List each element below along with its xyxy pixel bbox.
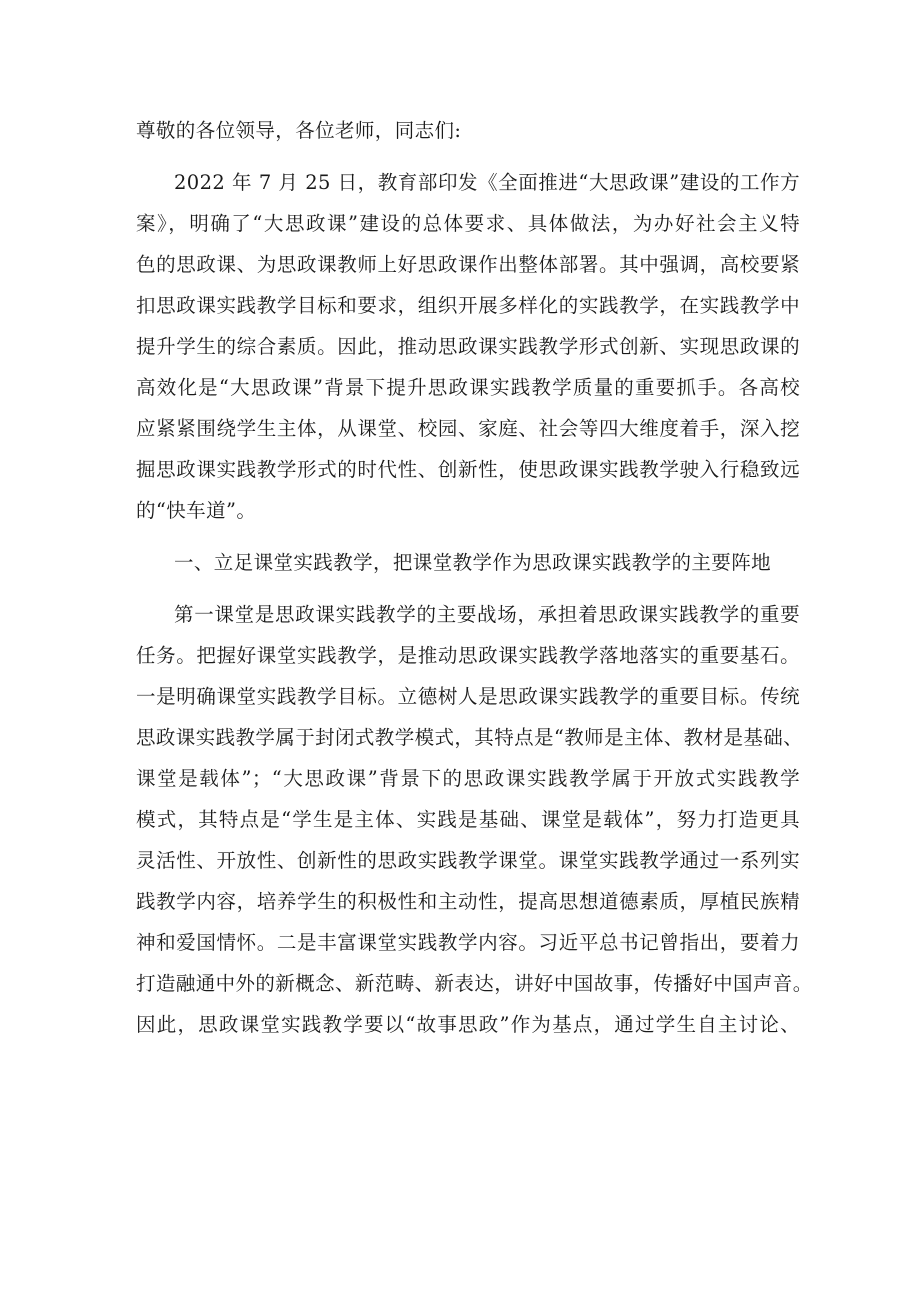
paragraph-line: 应紧紧围绕学生主体，从课堂、校园、家庭、社会等四大维度着手，深入挖 <box>136 417 800 440</box>
paragraph-line: 2022 年 7 月 25 日，教育部印发《全面推进“大思政课”建设的工作方 <box>174 171 800 194</box>
paragraph-line: 因此，思政课堂实践教学要以“故事思政”作为基点，通过学生自主讨论、 <box>136 1013 800 1036</box>
paragraph-line: 任务。把握好课堂实践教学，是推动思政课实践教学落地落实的重要基石。 <box>136 644 800 667</box>
paragraph-line: 第一课堂是思政课实践教学的主要战场，承担着思政课实践教学的重要 <box>174 603 800 626</box>
paragraph-line: 扣思政课实践教学目标和要求，组织开展多样化的实践教学，在实践教学中 <box>136 294 800 317</box>
salutation: 尊敬的各位领导，各位老师，同志们: <box>136 119 462 142</box>
document-page <box>136 116 813 1051</box>
paragraph-1 <box>136 168 800 537</box>
paragraph-line: 打造融通中外的新概念、新范畴、新表达，讲好中国故事，传播好中国声音。 <box>136 972 813 995</box>
paragraph-line: 践教学内容，培养学生的积极性和主动性，提高思想道德素质，厚植民族精 <box>136 890 800 913</box>
paragraph-line: 一是明确课堂实践教学目标。立德树人是思政课实践教学的重要目标。传统 <box>136 685 800 708</box>
paragraph-line: 高效化是“大思政课”背景下提升思政课实践教学质量的重要抓手。各高校 <box>136 376 800 399</box>
paragraph-line: 掘思政课实践教学形式的时代性、创新性，使思政课实践教学驶入行稳致远 <box>136 458 800 481</box>
paragraph-line: 提升学生的综合素质。因此，推动思政课实践教学形式创新、实现思政课的 <box>136 335 800 358</box>
paragraph-line: 模式，其特点是“学生是主体、实践是基础、课堂是载体”，努力打造更具 <box>136 808 800 831</box>
paragraph-line: 色的思政课、为思政课教师上好思政课作出整体部署。其中强调，高校要紧 <box>136 253 800 276</box>
paragraph-line: 的“快车道”。 <box>136 499 257 522</box>
paragraph-line: 课堂是载体”；“大思政课”背景下的思政课实践教学属于开放式实践教学 <box>136 767 800 790</box>
paragraph-line: 案》，明确了“大思政课”建设的总体要求、具体做法，为办好社会主义特 <box>136 212 800 235</box>
paragraph-line: 神和爱国情怀。二是丰富课堂实践教学内容。习近平总书记曾指出，要着力 <box>136 931 800 954</box>
paragraph-gap <box>136 589 800 600</box>
paragraph-line: 思政课实践教学属于封闭式教学模式，其特点是“教师是主体、教材是基础、 <box>136 726 804 749</box>
paragraph-2 <box>136 600 813 1051</box>
paragraph-gap <box>136 537 800 548</box>
paragraph-gap <box>136 157 800 168</box>
paragraph-line: 灵活性、开放性、创新性的思政实践教学课堂。课堂实践教学通过一系列实 <box>136 849 800 872</box>
section-heading: 一、立足课堂实践教学，把课堂教学作为思政课实践教学的主要阵地 <box>174 551 772 574</box>
